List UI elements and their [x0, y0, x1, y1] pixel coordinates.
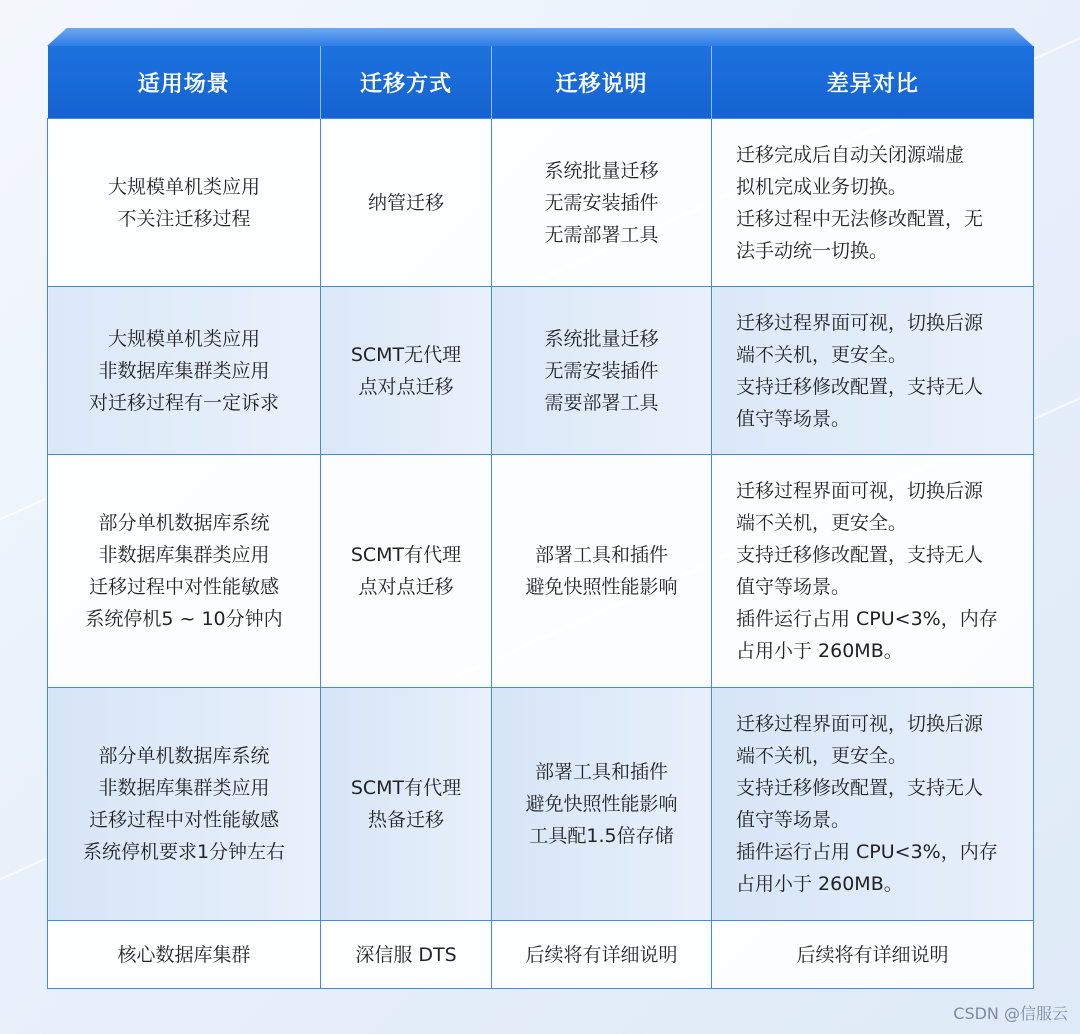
header-difference: 差异对比 [712, 46, 1034, 119]
table-row [48, 119, 1034, 287]
cell-difference: 迁移完成后自动关闭源端虚 拟机完成业务切换。 迁移过程中无法修改配置，无 法手动统一切换。 [712, 119, 1034, 287]
header-method: 迁移方式 [321, 46, 492, 119]
cell-description: 部署工具和插件 避免快照性能影响 工具配1.5倍存储 [492, 688, 712, 921]
cell-method: SCMT有代理 点对点迁移 [321, 455, 492, 688]
migration-comparison-table [47, 46, 1034, 989]
cell-scenario: 大规模单机类应用 非数据库集群类应用 对迁移过程有一定诉求 [48, 287, 321, 455]
watermark: CSDN @信服云 [953, 1004, 1068, 1023]
table-row [48, 455, 1034, 688]
table-row [48, 688, 1034, 921]
cell-scenario: 核心数据库集群 [48, 921, 321, 989]
table-row [48, 287, 1034, 455]
cell-scenario: 部分单机数据库系统 非数据库集群类应用 迁移过程中对性能敏感 系统停机5 ~ 10分钟内 [48, 455, 321, 688]
cell-difference: 迁移过程界面可视，切换后源 端不关机，更安全。 支持迁移修改配置，支持无人 值守等场景。 插件运行占用 CPU<3%，内存 占用小于 260MB。 [712, 688, 1034, 921]
comparison-table-container [47, 28, 1033, 989]
cell-description: 后续将有详细说明 [492, 921, 712, 989]
header-scenario: 适用场景 [48, 46, 321, 119]
cell-description: 部署工具和插件 避免快照性能影响 [492, 455, 712, 688]
table-header-row [48, 46, 1034, 119]
cell-description: 系统批量迁移 无需安装插件 无需部署工具 [492, 119, 712, 287]
cell-method: 纳管迁移 [321, 119, 492, 287]
cell-difference: 迁移过程界面可视，切换后源 端不关机，更安全。 支持迁移修改配置，支持无人 值守等场景。 [712, 287, 1034, 455]
cell-method: 深信服 DTS [321, 921, 492, 989]
cell-difference: 后续将有详细说明 [712, 921, 1034, 989]
cell-difference: 迁移过程界面可视，切换后源 端不关机，更安全。 支持迁移修改配置，支持无人 值守等场景。 插件运行占用 CPU<3%，内存 占用小于 260MB。 [712, 455, 1034, 688]
table-top-bevel [47, 28, 1033, 46]
table-row [48, 921, 1034, 989]
cell-scenario: 部分单机数据库系统 非数据库集群类应用 迁移过程中对性能敏感 系统停机要求1分钟左右 [48, 688, 321, 921]
cell-method: SCMT无代理 点对点迁移 [321, 287, 492, 455]
cell-method: SCMT有代理 热备迁移 [321, 688, 492, 921]
header-description: 迁移说明 [492, 46, 712, 119]
cell-scenario: 大规模单机类应用 不关注迁移过程 [48, 119, 321, 287]
cell-description: 系统批量迁移 无需安装插件 需要部署工具 [492, 287, 712, 455]
